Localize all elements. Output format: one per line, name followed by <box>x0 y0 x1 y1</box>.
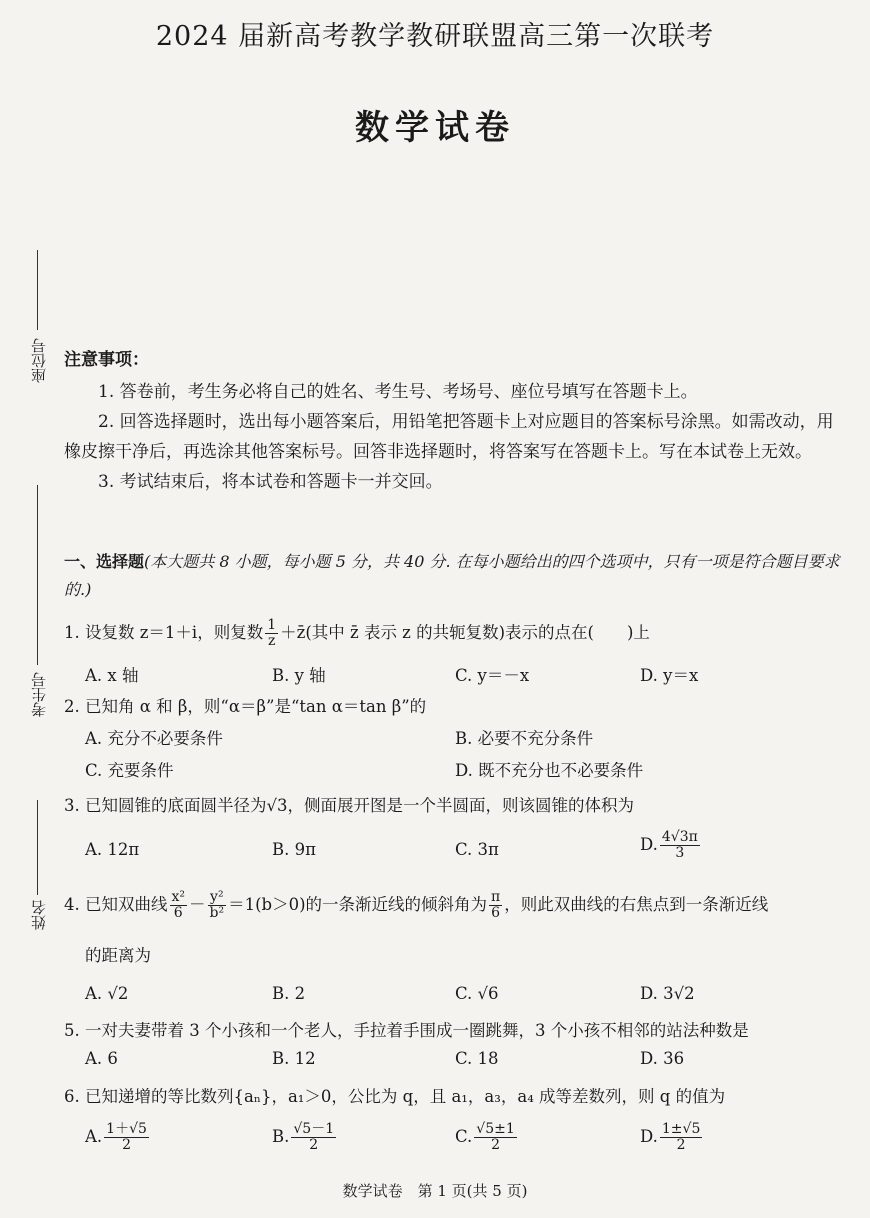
q2-option-b: B. 必要不充分条件 <box>455 729 594 748</box>
q1-stem-cont: ＋z̄(其中 z̄ 表示 z 的共轭复数)表示的点在( )上 <box>280 623 650 642</box>
q6-option-a <box>85 1122 151 1153</box>
seat-line <box>37 250 38 330</box>
q6-option-b <box>272 1122 338 1153</box>
frac-num: √5－1 <box>293 1121 335 1137</box>
section-heading <box>64 548 844 604</box>
q5-option-d: D. 36 <box>640 1049 685 1068</box>
q2-option-c: C. 充要条件 <box>85 761 174 780</box>
exam-title: 2024 届新高考教学教研联盟高三第一次联考 <box>155 21 715 52</box>
frac-num: y² <box>208 890 227 906</box>
q2-option-d: D. 既不充分也不必要条件 <box>455 761 644 780</box>
question-2: 2. 已知角 α 和 β，则“α＝β”是“tan α＝tan β”的 <box>64 697 427 716</box>
notice-item: 3. 考试结束后，将本试卷和答题卡一并交回。 <box>98 472 443 492</box>
q6-option-c-fraction <box>474 1122 516 1153</box>
q6-option-d <box>640 1122 704 1153</box>
frac-num: 1 <box>267 617 277 633</box>
frac-num: 1±√5 <box>661 1121 701 1137</box>
frac-num: π <box>491 889 501 905</box>
q6-option-b-fraction <box>291 1122 336 1153</box>
notice-heading: 注意事项： <box>64 350 149 370</box>
name-label: 姓名 <box>30 900 48 930</box>
question-1 <box>64 618 844 649</box>
examno-label: 考生号 <box>30 672 48 717</box>
frac-den: z <box>267 633 276 649</box>
q1-option-a: A. x 轴 <box>85 666 139 685</box>
frac-num: 4√3π <box>661 829 698 845</box>
q3-option-a: A. 12π <box>85 840 140 859</box>
q1-option-c: C. y＝－x <box>455 666 530 685</box>
q1-fraction <box>265 618 278 649</box>
frac-den: 3 <box>675 845 685 861</box>
q4-option-a: A. √2 <box>85 984 129 1003</box>
q2-option-a: A. 充分不必要条件 <box>85 729 223 748</box>
q4-option-d: D. 3√2 <box>640 984 695 1003</box>
section-instruction: (本大题共 8 小题，每小题 5 分，共 40 分. 在每小题给出的四个选项中，只有一项是符合题目要求的.) <box>64 552 840 599</box>
q4-fraction-angle <box>489 890 502 921</box>
page-footer: 数学试卷 第 1 页(共 5 页) <box>342 1182 528 1200</box>
frac-den: 6 <box>491 905 501 921</box>
frac-den: 2 <box>676 1137 686 1153</box>
q6-option-c-label: C. <box>455 1127 473 1146</box>
question-3: 3. 已知圆锥的底面圆半径为√3，侧面展开图是一个半圆面，则该圆锥的体积为 <box>64 796 634 815</box>
q1-stem: 1. 设复数 z＝1＋i，则复数 <box>64 623 264 642</box>
q3-option-d-label: D. <box>640 835 658 854</box>
q3-option-d-fraction <box>660 830 700 861</box>
question-6: 6. 已知递增的等比数列{aₙ}，a₁＞0，公比为 q，且 a₁，a₃，a₄ 成等差数列，则 q 的值为 <box>64 1087 726 1106</box>
q6-option-b-label: B. <box>272 1127 290 1146</box>
frac-den: 6 <box>173 905 183 921</box>
q4-fraction-x <box>170 890 188 921</box>
q4-stem: 4. 已知双曲线 <box>64 895 168 914</box>
q4-stem-cont: ＝1(b＞0)的一条渐近线的倾斜角为 <box>228 895 488 914</box>
frac-num: √5±1 <box>476 1121 515 1137</box>
q5-option-c: C. 18 <box>455 1049 499 1068</box>
section-title: 一、选择题 <box>64 552 145 571</box>
frac-num: 1＋√5 <box>106 1121 147 1137</box>
q4-stem-end: ，则此双曲线的右焦点到一条渐近线 <box>504 895 769 914</box>
q6-option-d-fraction <box>660 1122 702 1153</box>
q3-option-d <box>640 830 702 861</box>
q6-option-c <box>455 1122 519 1153</box>
question-4 <box>64 890 854 921</box>
frac-den: b² <box>209 905 225 921</box>
q5-option-a: A. 6 <box>85 1049 118 1068</box>
paper-title: 数学试卷 <box>355 108 515 148</box>
q1-option-d: D. y＝x <box>640 666 699 685</box>
q1-option-b: B. y 轴 <box>272 666 326 685</box>
q3-option-b: B. 9π <box>272 840 316 859</box>
seat-label: 座位号 <box>30 338 48 383</box>
q4-option-b: B. 2 <box>272 984 306 1003</box>
q4-minus: － <box>189 895 206 914</box>
q4-stem-line2: 的距离为 <box>85 946 151 965</box>
question-5: 5. 一对夫妻带着 3 个小孩和一个老人，手拉着手围成一圈跳舞，3 个小孩不相邻的站法种数是 <box>64 1021 749 1040</box>
notice-item: 2. 回答选择题时，选出每小题答案后，用铅笔把答题卡上对应题目的答案标号涂黑。如需改动，用橡皮擦干净后，再选涂其他答案标号。回答非选择题时，将答案写在答题卡上。写在本试卷上无效。 <box>64 412 834 462</box>
frac-num: x² <box>171 889 186 905</box>
frac-den: 2 <box>491 1137 500 1153</box>
frac-den: 2 <box>122 1137 131 1153</box>
q6-option-a-fraction <box>104 1122 149 1153</box>
q4-fraction-y <box>208 890 227 921</box>
q5-option-b: B. 12 <box>272 1049 316 1068</box>
name-line <box>37 800 38 895</box>
q6-option-d-label: D. <box>640 1127 658 1146</box>
frac-den: 2 <box>309 1137 319 1153</box>
q3-option-c: C. 3π <box>455 840 499 859</box>
q6-option-a-label: A. <box>85 1127 103 1146</box>
notice-item: 1. 答卷前，考生务必将自己的姓名、考生号、考场号、座位号填写在答题卡上。 <box>98 382 698 402</box>
notice-list <box>64 377 834 497</box>
examno-line <box>37 485 38 665</box>
q4-option-c: C. √6 <box>455 984 499 1003</box>
